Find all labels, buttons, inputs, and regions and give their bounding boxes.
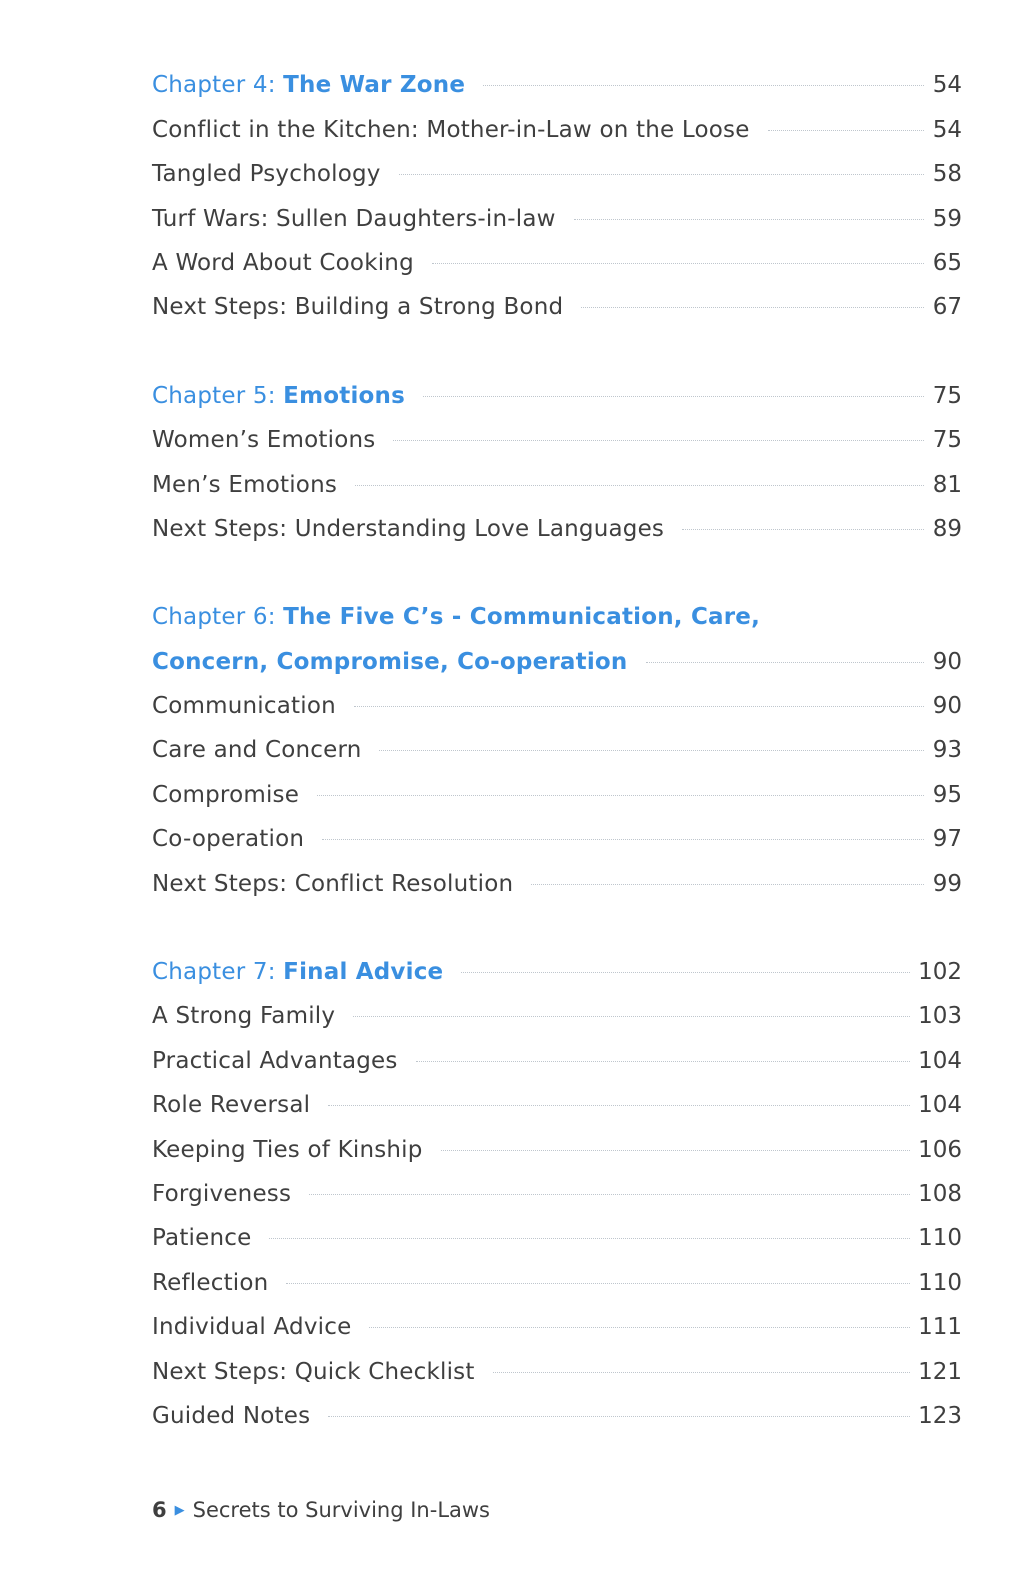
chapter-title: The War Zone xyxy=(283,72,466,99)
dot-leader xyxy=(399,174,924,175)
dot-leader xyxy=(328,1105,910,1106)
dot-leader xyxy=(416,1061,911,1062)
dot-leader xyxy=(309,1194,910,1195)
dot-leader xyxy=(369,1327,910,1328)
toc-entry-page: 103 xyxy=(918,1003,962,1030)
toc-entry-page: 99 xyxy=(932,870,962,897)
toc-entry-page: 59 xyxy=(932,205,962,232)
toc-entry-page: 65 xyxy=(932,249,962,276)
dot-leader xyxy=(493,1372,911,1373)
toc-entry[interactable] xyxy=(152,763,962,807)
toc-entry-page: 121 xyxy=(918,1358,962,1385)
chapter-title: The Five C’s - Communication, Care, xyxy=(283,604,761,631)
dot-leader xyxy=(353,1016,910,1017)
toc-entry[interactable] xyxy=(152,498,962,542)
toc-entry-label: Next Steps: Conflict Resolution xyxy=(152,870,514,897)
toc-entry[interactable] xyxy=(152,1340,962,1384)
toc-entry-label: Reflection xyxy=(152,1269,269,1296)
chapter-page-number: 54 xyxy=(932,72,962,99)
dot-leader xyxy=(328,1416,910,1417)
chapter-number: Chapter 5: xyxy=(152,382,284,409)
chapter-number: Chapter 4: xyxy=(152,72,284,99)
toc-entry-page: 90 xyxy=(932,693,962,720)
dot-leader xyxy=(432,263,924,264)
dot-leader xyxy=(574,219,924,220)
toc-entry[interactable] xyxy=(152,1074,962,1118)
chapter-page-number: 90 xyxy=(932,648,962,675)
toc-entry[interactable] xyxy=(152,453,962,497)
toc-entry-page: 104 xyxy=(918,1092,962,1119)
toc-entry-label: A Word About Cooking xyxy=(152,249,414,276)
toc-entry[interactable] xyxy=(152,1118,962,1162)
dot-leader xyxy=(768,130,924,131)
footer-book-title: Secrets to Surviving In-Laws xyxy=(192,1498,490,1522)
chapter-section xyxy=(152,586,962,897)
chapter-title: Emotions xyxy=(283,382,405,409)
toc-entry-label: Forgiveness xyxy=(152,1180,292,1207)
chapter-section xyxy=(152,54,962,320)
toc-entry[interactable] xyxy=(152,1296,962,1340)
toc-entry-label: Tangled Psychology xyxy=(152,161,381,188)
toc-entry-page: 97 xyxy=(932,826,962,853)
dot-leader xyxy=(286,1283,910,1284)
toc-entry-label: Co-operation xyxy=(152,826,305,853)
toc-entry-label: Compromise xyxy=(152,781,300,808)
toc-entry[interactable] xyxy=(152,852,962,896)
dot-leader xyxy=(531,884,924,885)
chapter-heading-label xyxy=(152,604,760,630)
chapter-page-number: 75 xyxy=(932,382,962,409)
dot-leader xyxy=(379,750,924,751)
toc-entry[interactable] xyxy=(152,1207,962,1251)
chapter-heading-label xyxy=(152,383,405,409)
chapter-section xyxy=(152,364,962,542)
dot-leader xyxy=(646,662,925,663)
toc-entry[interactable] xyxy=(152,98,962,142)
toc-entry-label: Conflict in the Kitchen: Mother-in-Law on the Loose xyxy=(152,116,750,143)
toc-entry[interactable] xyxy=(152,985,962,1029)
toc-entry-label: Practical Advantages xyxy=(152,1047,398,1074)
dot-leader xyxy=(393,440,924,441)
toc-entry[interactable] xyxy=(152,1163,962,1207)
toc-entry-page: 106 xyxy=(918,1136,962,1163)
toc-entry[interactable] xyxy=(152,1029,962,1073)
chapter-heading-continued[interactable] xyxy=(152,630,962,674)
chapter-heading-label xyxy=(152,959,443,985)
chapter-heading-label xyxy=(152,72,465,98)
dot-leader xyxy=(354,706,924,707)
chapter-heading[interactable] xyxy=(152,941,962,985)
dot-leader xyxy=(355,485,924,486)
table-of-contents xyxy=(152,54,962,1473)
toc-entry-page: 89 xyxy=(932,515,962,542)
toc-entry-label: Turf Wars: Sullen Daughters-in-law xyxy=(152,205,556,232)
chapter-number: Chapter 7: xyxy=(152,959,284,986)
toc-entry-label: Care and Concern xyxy=(152,737,362,764)
chapter-heading[interactable] xyxy=(152,364,962,408)
toc-entry-label: Keeping Ties of Kinship xyxy=(152,1136,423,1163)
toc-entry-label: Guided Notes xyxy=(152,1402,311,1429)
toc-entry[interactable] xyxy=(152,409,962,453)
dot-leader xyxy=(682,529,924,530)
dot-leader xyxy=(269,1238,910,1239)
toc-entry-page: 110 xyxy=(918,1225,962,1252)
toc-entry[interactable] xyxy=(152,143,962,187)
chapter-heading[interactable] xyxy=(152,586,962,630)
toc-entry[interactable] xyxy=(152,232,962,276)
toc-entry[interactable] xyxy=(152,1251,962,1295)
toc-entry-page: 110 xyxy=(918,1269,962,1296)
toc-entry-page: 111 xyxy=(918,1314,962,1341)
toc-entry-label: Patience xyxy=(152,1225,252,1252)
dot-leader xyxy=(441,1150,911,1151)
toc-entry-label: Women’s Emotions xyxy=(152,427,376,454)
chapter-number: Chapter 6: xyxy=(152,604,284,631)
chapter-heading[interactable] xyxy=(152,54,962,98)
chapter-page-number: 102 xyxy=(918,959,962,986)
chapter-section xyxy=(152,941,962,1429)
toc-entry-label: Role Reversal xyxy=(152,1092,311,1119)
toc-entry-page: 123 xyxy=(918,1402,962,1429)
chapter-title-continued: Concern, Compromise, Co-operation xyxy=(152,648,628,675)
toc-entry-label: Next Steps: Building a Strong Bond xyxy=(152,294,564,321)
toc-entry-label: Communication xyxy=(152,693,336,720)
toc-entry[interactable] xyxy=(152,1385,962,1429)
dot-leader xyxy=(423,396,924,397)
toc-entry-label: Next Steps: Quick Checklist xyxy=(152,1358,475,1385)
dot-leader xyxy=(483,85,924,86)
dot-leader xyxy=(317,795,924,796)
toc-entry-page: 54 xyxy=(932,116,962,143)
toc-entry-label: A Strong Family xyxy=(152,1003,336,1030)
dot-leader xyxy=(322,839,924,840)
toc-entry-page: 95 xyxy=(932,781,962,808)
chapter-title: Final Advice xyxy=(283,959,444,986)
page-footer xyxy=(152,1498,490,1522)
toc-entry[interactable] xyxy=(152,808,962,852)
toc-entry[interactable] xyxy=(152,719,962,763)
chapter-heading-label xyxy=(152,649,628,675)
dot-leader xyxy=(581,307,924,308)
toc-entry-label: Men’s Emotions xyxy=(152,471,338,498)
arrow-icon: ▶ xyxy=(174,1502,185,1518)
toc-entry-page: 58 xyxy=(932,161,962,188)
toc-entry-label: Individual Advice xyxy=(152,1314,352,1341)
footer-page-number: 6 xyxy=(152,1498,167,1522)
toc-entry-page: 104 xyxy=(918,1047,962,1074)
toc-entry-page: 67 xyxy=(932,294,962,321)
toc-entry[interactable] xyxy=(152,187,962,231)
toc-entry[interactable] xyxy=(152,675,962,719)
toc-entry-label: Next Steps: Understanding Love Languages xyxy=(152,515,665,542)
toc-entry-page: 93 xyxy=(932,737,962,764)
toc-entry-page: 108 xyxy=(918,1180,962,1207)
toc-entry[interactable] xyxy=(152,276,962,320)
toc-entry-page: 75 xyxy=(932,427,962,454)
dot-leader xyxy=(461,972,910,973)
toc-entry-page: 81 xyxy=(932,471,962,498)
